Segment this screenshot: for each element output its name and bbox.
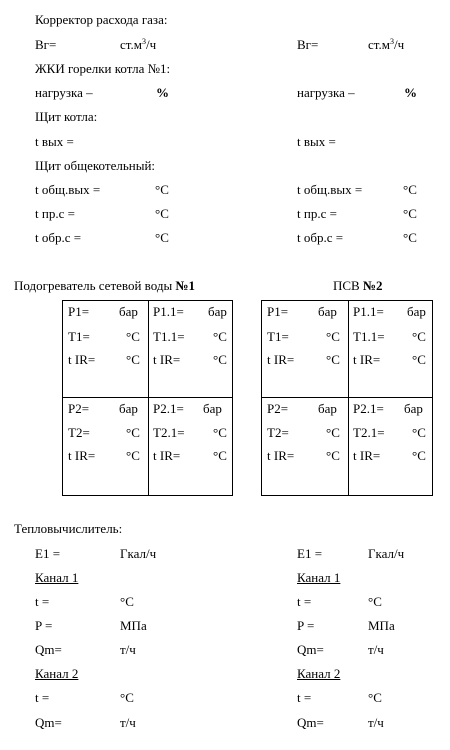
h1-tir2-label: t IR=: [153, 352, 181, 367]
gas-unit-left: $ст.м^3/ч$: [120, 37, 157, 52]
common-row-label-left: t общ.вых =: [35, 182, 101, 197]
h1-p2-unit: бар: [119, 401, 138, 416]
gki-percent-right: %: [404, 85, 417, 100]
calc-title: Тепловычислитель:: [14, 521, 123, 536]
calc-channel2-left: Канал 2: [35, 666, 79, 681]
h1-t11-unit: °С: [213, 329, 227, 344]
h2-t21-label: T2.1=: [353, 425, 385, 440]
h2-tir3-unit: °С: [326, 448, 340, 463]
calc-ch2-t-unit-right: °С: [368, 690, 382, 705]
h2-tir4-unit: °С: [412, 448, 426, 463]
h2-tir3-label: t IR=: [267, 448, 295, 463]
calc-ch2-qm-unit-right: т/ч: [368, 715, 384, 730]
common-row-unit-left: °С: [155, 182, 169, 197]
h2-tir-label: t IR=: [267, 352, 295, 367]
calc-ch1-qm-label-left: Qm=: [35, 642, 62, 657]
calc-ch1-t-unit-right: °С: [368, 594, 382, 609]
h1-p21-unit: бар: [203, 401, 222, 416]
h2-t2-unit: °С: [326, 425, 340, 440]
h2-t21-unit: °С: [412, 425, 426, 440]
h2-tir2-label: t IR=: [353, 352, 381, 367]
calc-channel1-left: Канал 1: [35, 570, 79, 585]
calc-ch2-t-unit-left: °С: [120, 690, 134, 705]
common-row-unit-left: °С: [155, 230, 169, 245]
h1-t2-unit: °С: [126, 425, 140, 440]
calc-ch2-qm-unit-left: т/ч: [120, 715, 136, 730]
h2-p21-label: P2.1=: [353, 401, 384, 416]
h1-t11-label: T1.1=: [153, 329, 185, 344]
boiler-tout-right: t вых =: [297, 134, 336, 149]
h2-p1-unit: бар: [318, 304, 337, 319]
common-row-unit-right: °С: [403, 182, 417, 197]
h2-p2-label: P2=: [267, 401, 289, 416]
h1-t21-label: T2.1=: [153, 425, 185, 440]
common-panel-title: Щит общекотельный:: [35, 158, 156, 173]
calc-ch1-p-unit-left: МПа: [120, 618, 147, 633]
h1-p11-unit: бар: [208, 304, 227, 319]
h1-p1-label: P1=: [68, 304, 90, 319]
boiler-panel-title: Щит котла:: [35, 109, 98, 124]
h2-p11-unit: бар: [407, 304, 426, 319]
gki-percent-left: %: [156, 85, 169, 100]
calc-e1-unit-left: Гкал/ч: [120, 546, 157, 561]
calc-channel1-right: Канал 1: [297, 570, 341, 585]
h1-tir3-label: t IR=: [68, 448, 96, 463]
common-row-unit-right: °С: [403, 206, 417, 221]
h2-t1-unit: °С: [326, 329, 340, 344]
h1-p21-label: P2.1=: [153, 401, 184, 416]
gas-corrector-title: Корректор расхода газа:: [35, 12, 168, 27]
h2-tir4-label: t IR=: [353, 448, 381, 463]
calc-ch2-qm-label-left: Qm=: [35, 715, 62, 730]
h1-p11-label: P1.1=: [153, 304, 184, 319]
common-row-unit-left: °С: [155, 206, 169, 221]
h1-p2-label: P2=: [68, 401, 90, 416]
gas-vg-label-left: Вг=: [35, 37, 57, 52]
calc-ch2-t-label-left: t =: [35, 690, 50, 705]
h2-t2-label: T2=: [267, 425, 289, 440]
h2-p2-unit: бар: [318, 401, 337, 416]
h1-tir-unit: °С: [126, 352, 140, 367]
calc-ch1-t-label-right: t =: [297, 594, 312, 609]
h2-tir-unit: °С: [326, 352, 340, 367]
h2-p1-label: P1=: [267, 304, 289, 319]
heater2-grid: [261, 300, 433, 496]
calc-ch1-qm-unit-left: т/ч: [120, 642, 136, 657]
calc-ch2-t-label-right: t =: [297, 690, 312, 705]
calc-ch1-qm-label-right: Qm=: [297, 642, 324, 657]
gki-load-label-right: нагрузка –: [297, 85, 355, 100]
calc-ch2-qm-label-right: Qm=: [297, 715, 324, 730]
common-row-label-left: t пр.с =: [35, 206, 75, 221]
h1-t1-label: T1=: [68, 329, 90, 344]
common-row-label-left: t обр.с =: [35, 230, 82, 245]
gki-load-label-left: нагрузка –: [35, 85, 93, 100]
h2-p11-label: P1.1=: [353, 304, 384, 319]
h1-tir-label: t IR=: [68, 352, 96, 367]
h1-t2-label: T2=: [68, 425, 90, 440]
heater1-grid: [62, 300, 233, 496]
calc-ch1-t-unit-left: °С: [120, 594, 134, 609]
h2-t11-unit: °С: [412, 329, 426, 344]
h1-t21-unit: °С: [213, 425, 227, 440]
boiler-tout-left: t вых =: [35, 134, 74, 149]
h1-t1-unit: °С: [126, 329, 140, 344]
common-row-label-right: t обр.с =: [297, 230, 344, 245]
h2-p21-unit: бар: [404, 401, 423, 416]
calc-ch1-p-label-left: P =: [35, 618, 53, 633]
heater1-title: Подогреватель сетевой воды №1: [14, 278, 196, 293]
h1-tir4-label: t IR=: [153, 448, 181, 463]
calc-channel2-right: Канал 2: [297, 666, 341, 681]
calc-ch1-p-label-right: P =: [297, 618, 315, 633]
calc-e1-unit-right: Гкал/ч: [368, 546, 405, 561]
calc-e1-label-right: E1 =: [297, 546, 323, 561]
h2-tir2-unit: °С: [412, 352, 426, 367]
h1-p1-unit: бар: [119, 304, 138, 319]
heater2-title: ПСВ №2: [333, 278, 383, 293]
gas-vg-label-right: Вг=: [297, 37, 319, 52]
calc-ch1-p-unit-right: МПа: [368, 618, 395, 633]
calc-ch1-qm-unit-right: т/ч: [368, 642, 384, 657]
common-row-unit-right: °С: [403, 230, 417, 245]
h1-tir2-unit: °С: [213, 352, 227, 367]
calc-e1-label-left: E1 =: [35, 546, 61, 561]
common-row-label-right: t общ.вых =: [297, 182, 363, 197]
h2-t11-label: T1.1=: [353, 329, 385, 344]
h2-t1-label: T1=: [267, 329, 289, 344]
calc-ch1-t-label-left: t =: [35, 594, 50, 609]
gas-unit-right: $ст.м^3/ч$: [368, 37, 405, 52]
gki-title: ЖКИ горелки котла №1:: [35, 61, 171, 76]
common-row-label-right: t пр.с =: [297, 206, 337, 221]
h1-tir4-unit: °С: [213, 448, 227, 463]
h1-tir3-unit: °С: [126, 448, 140, 463]
